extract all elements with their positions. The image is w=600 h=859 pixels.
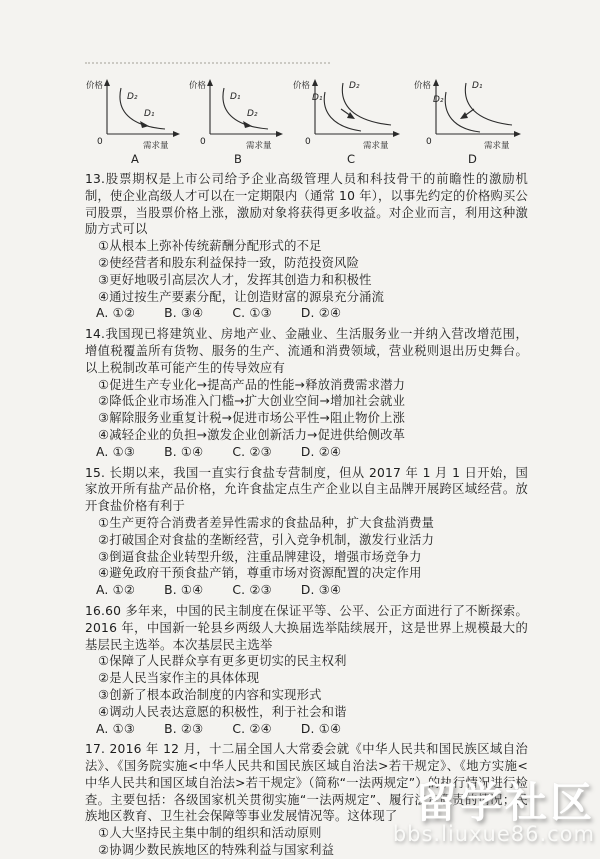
choices-row — [85, 721, 528, 738]
choice: D. ②④ — [300, 306, 342, 321]
question-item: ①保障了人民群众享有更多更切实的民主权利 — [98, 654, 347, 669]
along-curve-arrow-icon — [140, 121, 149, 128]
question-item: ②降低企业市场准入门槛→扩大创业空间→增加社会就业 — [98, 394, 406, 409]
choice: C. ②④ — [232, 721, 272, 736]
curve-label-left: D₂ — [433, 95, 444, 105]
choices-row — [85, 305, 528, 322]
curve-label-upper: D₁ — [230, 92, 241, 102]
question-14 — [85, 326, 528, 460]
choice: C. ①③ — [232, 306, 272, 321]
curve-label-right: D₂ — [349, 81, 360, 91]
scan-artifact-dashes — [85, 62, 330, 64]
question-item: ④避免政府干预食盐产销，尊重市场对资源配置的决定作用 — [98, 566, 422, 581]
question-item: ①从根本上弥补传统薪酬分配形式的不足 — [98, 239, 322, 254]
choice: C. ②③ — [232, 583, 272, 598]
x-axis-label: 需求量 — [143, 141, 169, 151]
demand-graph-a — [85, 72, 183, 166]
origin-label: 0 — [200, 137, 206, 147]
question-stem: 14.我国现已将建筑业、房地产业、金融业、生活服务业一并纳入营改增范围，增值税覆盖所有货物、服务的生产、流通和消费领域，营业税则退出历史舞台。以上税制改革可能产生的传导效应有 — [85, 327, 528, 375]
demand-graph-c — [291, 72, 407, 166]
choices-row — [85, 582, 528, 599]
curve-label-lower: D₂ — [247, 109, 258, 119]
choice: C. ②③ — [232, 444, 272, 459]
watermark-url: bbs.liuxue86.com — [392, 822, 595, 846]
axes — [207, 79, 283, 137]
choice: A. ①③ — [96, 444, 136, 459]
choice: B. ②③ — [164, 721, 204, 736]
exam-content — [85, 62, 528, 859]
demand-curve-d1 — [324, 92, 361, 131]
origin-label: 0 — [97, 137, 103, 147]
along-curve-arrow-icon — [243, 121, 252, 128]
shift-right-arrow-icon — [341, 109, 355, 119]
question-item: ③更好地吸引高层次人才，发挥其创造力和积极性 — [98, 272, 372, 287]
y-axis-label: 价格 — [189, 81, 207, 91]
choice: B. ①④ — [164, 444, 204, 459]
demand-graph-d — [412, 72, 528, 166]
origin-label: 0 — [426, 137, 432, 147]
origin-label: 0 — [305, 137, 311, 147]
y-axis-label: 价格 — [86, 81, 104, 91]
axes — [104, 79, 180, 137]
choice: B. ①④ — [164, 583, 204, 598]
question-item: ②打破国企对食盐的垄断经营，引入竞争机制，激发行业活力 — [98, 532, 435, 547]
question-16 — [85, 603, 528, 737]
choice: A. ①② — [96, 306, 136, 321]
choice: B. ③④ — [164, 306, 204, 321]
watermark-title: 留学社区 — [414, 777, 595, 827]
y-axis-label: 价格 — [414, 81, 432, 91]
choices-row — [85, 444, 528, 461]
question-stem: 15. 长期以来，我国一直实行食盐专营制度，但从 2017 年 1 月 1 日开始，国家放开所有盐产品价格，允许食盐定点生产企业以自主品牌开展跨区域经营。放开食盐价格有利于 — [85, 465, 528, 514]
x-axis-label: 需求量 — [363, 141, 389, 151]
question-item: ②使经营者和股东利益保持一致，防范投资风险 — [98, 255, 360, 270]
question-item: ③解除服务业重复计税→促进市场公平性→阻止物价上涨 — [98, 411, 406, 426]
question-item: ③倒逼食盐企业转型升级，注重品牌建设，增强市场竞争力 — [98, 549, 422, 564]
choice: A. ①③ — [96, 721, 136, 736]
curve-label-right: D₁ — [472, 81, 483, 91]
choice: D. ③④ — [300, 583, 342, 598]
panel-label: B — [234, 152, 242, 166]
demand-curve-figure — [85, 72, 528, 166]
panel-label: A — [131, 152, 139, 166]
question-item: ①促进生产专业化→提高产品的性能→释放消费需求潜力 — [98, 377, 406, 392]
demand-graph-b — [188, 72, 286, 166]
question-stem: 13.股票期权是上市公司给予企业高级管理人员和科技骨干的前瞻性的激励机制，使企业高级人才可以在一定期限内（通常 10 年），以事先约定的价格购买公司股票，当股票价格上涨，激励对象将获得更多收益。对企业而言，利用这种激励方式可以 — [85, 172, 529, 237]
question-13 — [85, 171, 528, 322]
question-item: ④减轻企业的负担→激发企业创新活力→促进供给侧改革 — [98, 427, 406, 442]
question-item: ④调动人民表达意愿的积极性，利于社会和谐 — [98, 704, 347, 719]
panel-label: D — [468, 152, 477, 166]
curve-label-left: D₁ — [312, 93, 323, 103]
x-axis-label: 需求量 — [484, 141, 510, 151]
curve-label-upper: D₂ — [127, 92, 138, 102]
curve-label-lower: D₁ — [144, 109, 155, 119]
question-15 — [85, 465, 528, 599]
choice: D. ①④ — [300, 721, 342, 736]
panel-label: C — [347, 152, 356, 166]
question-item: ④通过按生产要素分配，让创造财富的源泉充分涌流 — [98, 289, 385, 304]
shift-left-arrow-icon — [460, 109, 474, 119]
question-item: ②协调少数民族地区的特殊利益与国家利益 — [98, 843, 335, 858]
question-17 — [85, 741, 528, 859]
question-item: ③创新了根本政治制度的内容和实现形式 — [98, 687, 322, 702]
question-item: ①生产更符合消费者差异性需求的食盐品种，扩大食盐消费量 — [98, 515, 435, 530]
x-axis-label: 需求量 — [246, 141, 272, 151]
questions — [85, 171, 528, 859]
y-axis-label: 价格 — [293, 81, 311, 91]
question-stem: 17. 2016 年 12 月，十二届全国人大常委会就《中华人民共和国民族区域自治法》、《国务院实施<中华人民共和国民族区域自治法>若干规定》、《地方实施<中华人民共和国区域自治法>若干规定》（简称“一法两规定”）的执行情况进行检查。主要包括：各级国家机关贯彻实施“一法两规定”、履行法定职责的情况；民族地区教育、卫生社会保障等事业发展情况等。这体现了 — [85, 742, 528, 824]
choice: A. ①② — [96, 583, 136, 598]
question-item: ①人大坚持民主集中制的组织和活动原则 — [98, 826, 322, 841]
question-stem: 16.60 多年来，中国的民主制度在保证平等、公平、公正方面进行了不断探索。2016 年，中国新一轮县乡两级人大换届选举陆续展开，这是世界上规模最大的基层民主选举。本次基层民主选举 — [85, 603, 528, 652]
choice: D. ②④ — [300, 444, 342, 459]
question-item: ②是人民当家作主的具体体现 — [98, 671, 260, 686]
